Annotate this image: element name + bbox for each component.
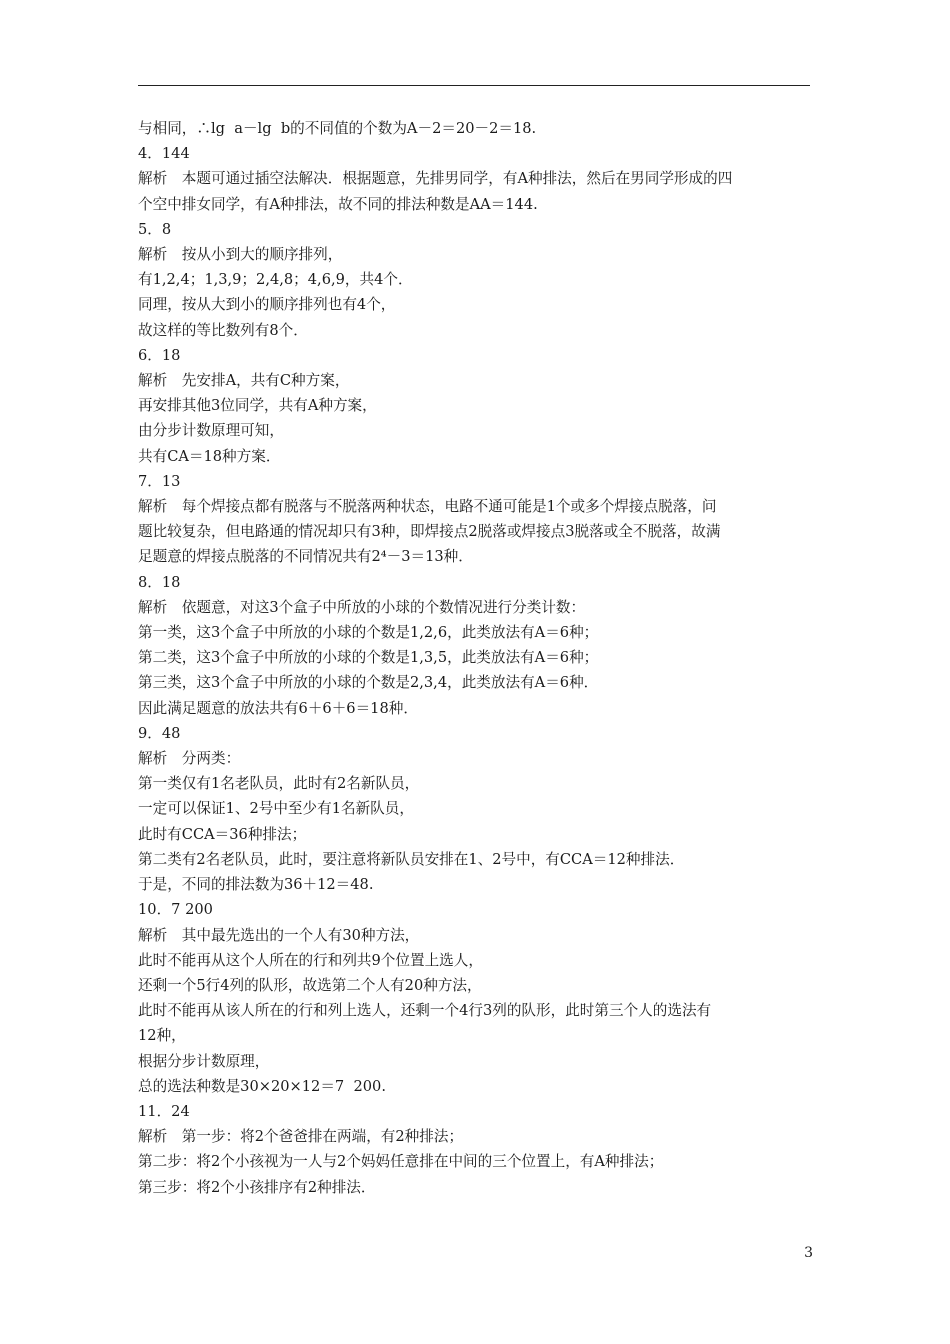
text-line: 此时有CCA＝36种排法；	[138, 825, 307, 843]
text-line: 解析 依题意，对这3个盒子中所放的小球的个数情况进行分类计数：	[138, 598, 586, 616]
text-line: 第三步：将2个小孩排序有2种排法．	[138, 1178, 376, 1196]
text-line: 第二步：将2个小孩视为一人与2个妈妈任意排在中间的三个位置上，有A种排法；	[138, 1153, 664, 1171]
text-line: 解析 分两类：	[138, 750, 241, 768]
text-line: 解析 第一步：将2个爸爸排在两端，有2种排法；	[138, 1128, 464, 1146]
text-line: 第一类，这3个盒子中所放的小球的个数是1,2,6，此类放法有A＝6种；	[138, 624, 599, 642]
text-line: 7．13	[138, 472, 181, 490]
text-line: 由分步计数原理可知，	[138, 422, 284, 440]
text-line: 有1,2,4；1,3,9；2,4,8；4,6,9，共4个．	[138, 271, 413, 289]
text-line: 个空中排女同学，有A种排法，故不同的排法种数是AA＝144.	[138, 195, 538, 213]
text-line: 总的选法种数是30×20×12＝7 200.	[138, 1077, 386, 1095]
text-line: 同理，按从大到小的顺序排列也有4个，	[138, 296, 396, 314]
text-line: 共有CA＝18种方案．	[138, 447, 281, 465]
text-line: 一定可以保证1、2号中至少有1名新队员，	[138, 800, 414, 818]
text-line: 此时不能再从该人所在的行和列上选人，还剩一个4行3列的队形，此时第三个人的选法有	[138, 1002, 712, 1020]
text-line: 根据分步计数原理，	[138, 1052, 270, 1070]
text-line: 故这样的等比数列有8个．	[138, 321, 308, 339]
document-body	[138, 116, 810, 1200]
header-rule	[138, 85, 810, 86]
text-line: 4．144	[138, 145, 190, 163]
text-line: 因此满足题意的放法共有6＋6＋6＝18种．	[138, 699, 418, 717]
text-line: 还剩一个5行4列的队形，故选第二个人有20种方法，	[138, 976, 482, 994]
text-line: 此时不能再从这个人所在的行和列共9个位置上选人，	[138, 951, 483, 969]
text-line: 6．18	[138, 346, 181, 364]
text-line: 解析 先安排A，共有C种方案，	[138, 372, 350, 390]
text-line: 第二类有2名老队员，此时，要注意将新队员安排在1、2号中，有CCA＝12种排法．	[138, 850, 685, 868]
text-line: 解析 本题可通过插空法解决．根据题意，先排男同学，有A种排法，然后在男同学形成的四	[138, 170, 733, 188]
text-line: 题比较复杂，但电路通的情况却只有3种，即焊接点2脱落或焊接点3脱落或全不脱落，故满	[138, 523, 721, 541]
text-line: 足题意的焊接点脱落的不同情况共有2⁴－3＝13种．	[138, 548, 473, 566]
text-line: 12种，	[138, 1027, 186, 1045]
text-line: 于是，不同的排法数为36＋12＝48.	[138, 876, 374, 894]
text-line: 第三类，这3个盒子中所放的小球的个数是2,3,4，此类放法有A＝6种．	[138, 674, 599, 692]
text-line: 第一类仅有1名老队员，此时有2名新队员，	[138, 775, 420, 793]
text-line: 解析 按从小到大的顺序排列，	[138, 246, 343, 264]
text-line: 8．18	[138, 573, 181, 591]
text-line: 解析 其中最先选出的一个人有30种方法，	[138, 926, 420, 944]
text-line: 10．7 200	[138, 901, 213, 919]
text-line: 再安排其他3位同学，共有A种方案，	[138, 397, 377, 415]
text-line: 解析 每个焊接点都有脱落与不脱落两种状态，电路不通可能是1个或多个焊接点脱落，问	[138, 498, 717, 516]
text-line: 与相同，∴lg a－lg b的不同值的个数为A－2＝20－2＝18.	[138, 120, 537, 137]
text-line: 第二类，这3个盒子中所放的小球的个数是1,3,5，此类放法有A＝6种；	[138, 649, 599, 667]
text-line: 9．48	[138, 724, 181, 742]
text-line: 5．8	[138, 220, 172, 238]
page-number: 3	[804, 1245, 813, 1261]
text-line: 11．24	[138, 1102, 190, 1120]
